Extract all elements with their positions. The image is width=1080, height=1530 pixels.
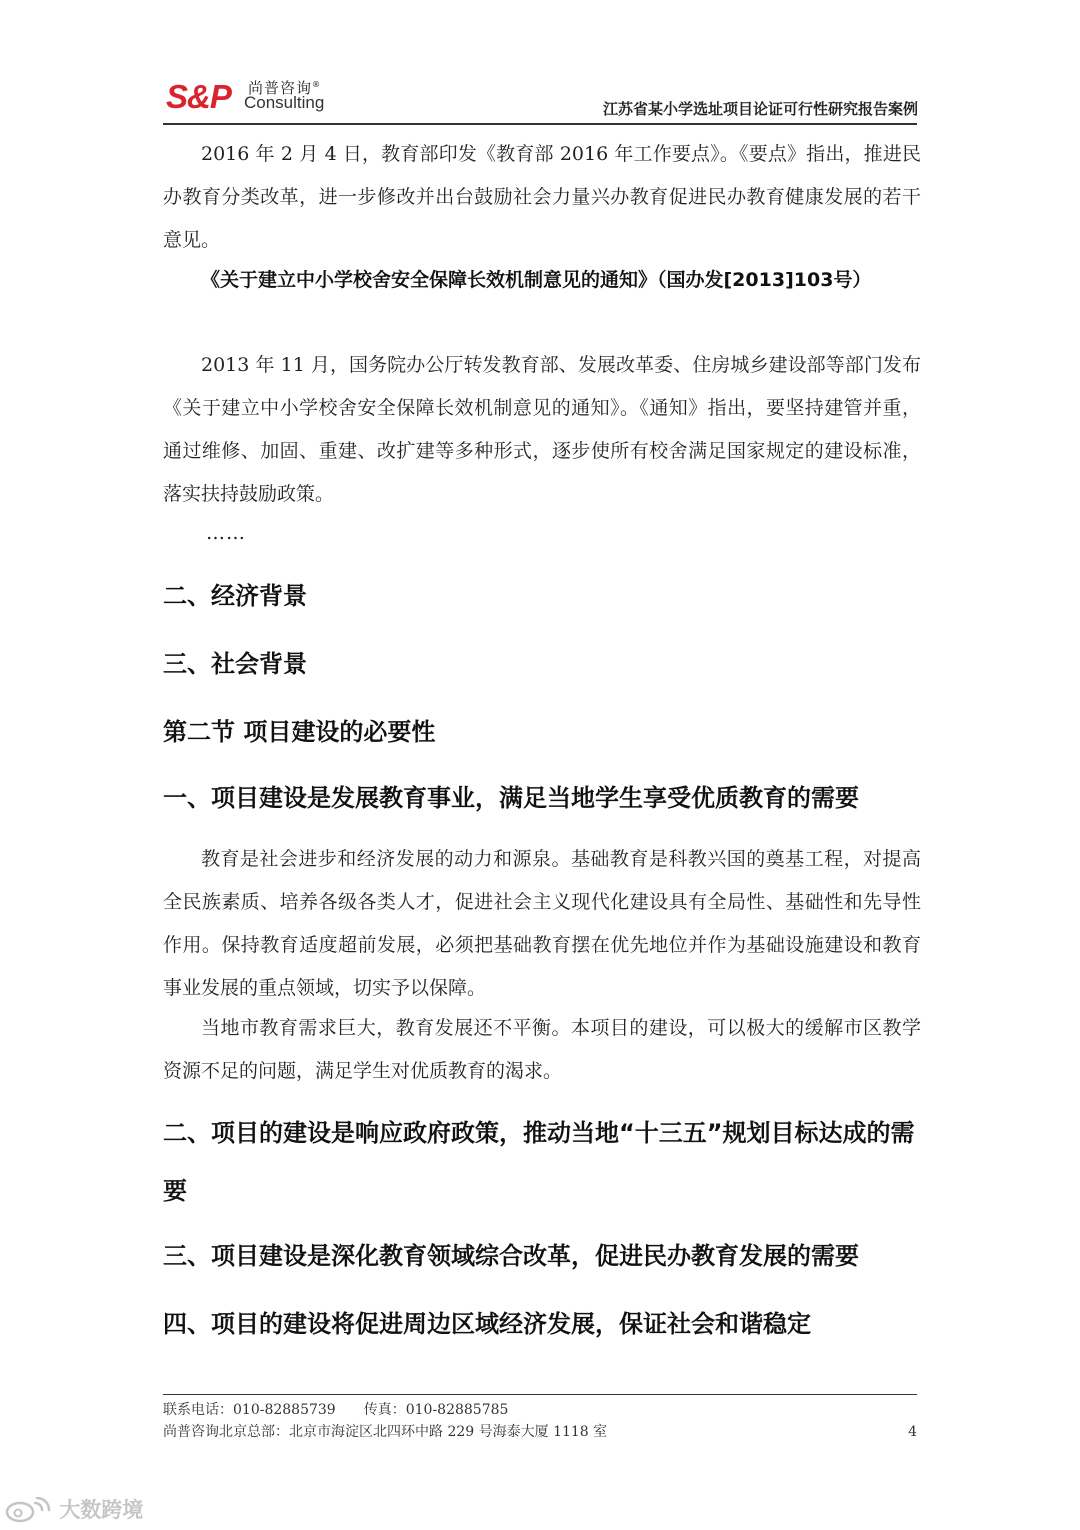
heading-need-2: 二、项目的建设是响应政府政策，推动当地“十三五”规划目标达成的需要 bbox=[163, 1119, 915, 1205]
paragraph-education-importance: 教育是社会进步和经济发展的动力和源泉。基础教育是科教兴国的奠基工程，对提高全民族素质、培养各级各类人才，促进社会主义现代化建设具有全局性、基础性和先导性作用。保持教育适度超前发展，必须把基础教育摆在优先地位并作为基础设施建设和教育事业发展的重点领域，切实予以保障。 bbox=[163, 848, 921, 999]
footer-phone: 联系电话：010-82885739 bbox=[163, 1402, 336, 1418]
paragraph-2013-notice: 2013 年 11 月，国务院办公厅转发教育部、发展改革委、住房城乡建设部等部门发布《关于建立中小学校舍安全保障长效机制意见的通知》。《通知》指出，要坚持建管并重，通过维修、加固、重建、改扩建等多种形式，逐步使所有校舍满足国家规定的建设标准，落实扶持鼓励政策。 bbox=[163, 354, 921, 505]
ellipsis: …… bbox=[206, 522, 246, 544]
heading-social-background: 三、社会背景 bbox=[163, 650, 307, 678]
header-divider bbox=[163, 123, 917, 125]
watermark-text: 大数跨境 bbox=[59, 1498, 144, 1522]
heading-economic-background: 二、经济背景 bbox=[163, 582, 307, 610]
logo-chinese-name: 尚普咨询® bbox=[248, 79, 322, 97]
watermark bbox=[4, 1494, 143, 1524]
logo-english-name: Consulting bbox=[244, 93, 325, 112]
paragraph-local-demand: 当地市教育需求巨大，教育发展还不平衡。本项目的建设，可以极大的缓解市区教学资源不足的问题，满足学生对优质教育的渴求。 bbox=[163, 1017, 921, 1082]
section-title: 第二节 项目建设的必要性 bbox=[163, 718, 436, 746]
footer-contact bbox=[163, 1401, 508, 1419]
heading-need-1: 一、项目建设是发展教育事业，满足当地学生享受优质教育的需要 bbox=[163, 784, 859, 812]
footer-address: 尚普咨询北京总部：北京市海淀区北四环中路 229 号海泰大厦 1118 室 bbox=[163, 1424, 608, 1440]
footer-divider bbox=[163, 1394, 917, 1395]
logo-mark: S&P bbox=[166, 78, 231, 115]
footer-fax: 传真：010-82885785 bbox=[363, 1402, 509, 1418]
heading-need-4: 四、项目的建设将促进周边区域经济发展，保证社会和谐稳定 bbox=[163, 1310, 811, 1338]
heading-need-3: 三、项目建设是深化教育领域综合改革，促进民办教育发展的需要 bbox=[163, 1242, 859, 1270]
weibo-icon bbox=[4, 1497, 52, 1523]
document-title: 江苏省某小学选址项目论证可行性研究报告案例 bbox=[602, 100, 918, 118]
notice-title: 《关于建立中小学校舍安全保障长效机制意见的通知》（国办发[2013]103号） bbox=[201, 269, 872, 291]
paragraph-2016-policy: 2016 年 2 月 4 日，教育部印发《教育部 2016 年工作要点》。《要点》指出，推进民办教育分类改革，进一步修改并出台鼓励社会力量兴办教育促进民办教育健康发展的若干意见。 bbox=[163, 143, 921, 251]
page-number: 4 bbox=[908, 1424, 917, 1440]
